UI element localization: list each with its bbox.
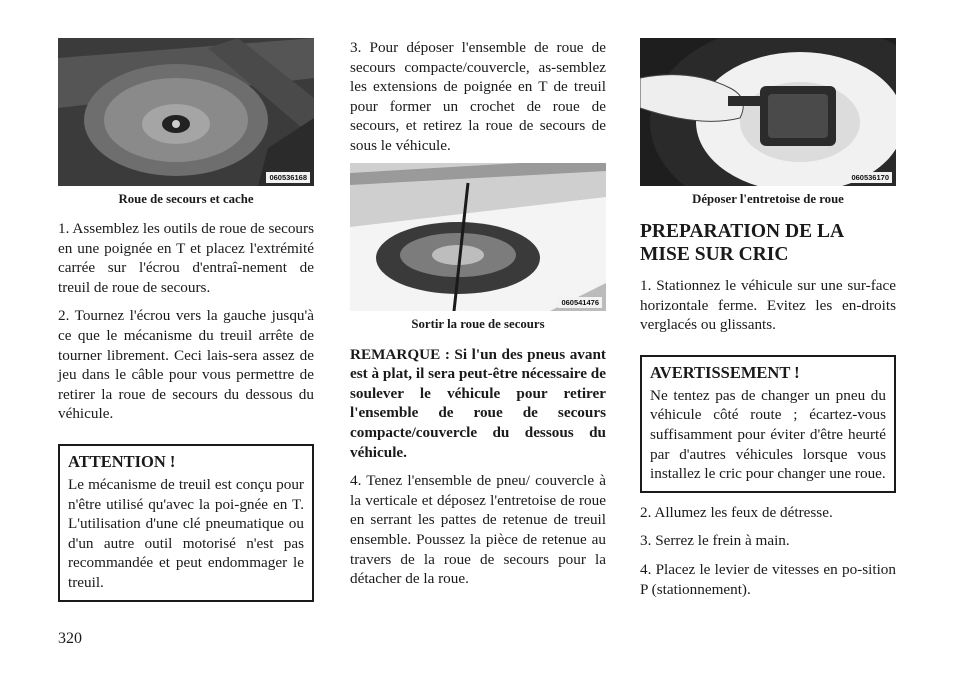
spare-tire-cover-photo: [58, 38, 314, 186]
warning-text: Ne tentez pas de changer un pneu du véhicule côté route ; écartez-vous suffisamment pour éviter d'être heurté par d'autres véhicules lorsque vous installez le cric pour changer une roue.: [650, 386, 886, 483]
warning-title: AVERTISSEMENT !: [650, 362, 800, 382]
remove-wheel-spacer-photo: [640, 38, 896, 186]
figure-code: 060536170: [848, 172, 892, 183]
section-heading: [640, 220, 896, 266]
column-left: [58, 38, 314, 602]
prep-step-3-text: 3. Serrez le frein à main.: [640, 532, 790, 550]
remove-spare-tire-illustration: [350, 163, 606, 311]
figure-code: 060536168: [266, 172, 310, 183]
step-1-text: 1. Assemblez les outils de roue de secours en une poignée en T et placez l'extrémité carrée sur l'écrou d'entraî-nement de treuil de roue de secours.: [58, 220, 314, 296]
prep-step-1-text: 1. Stationnez le véhicule sur une sur-face horizontale ferme. Evitez les en-droits verglacés ou glissants.: [640, 277, 896, 334]
figure-caption: Déposer l'entretoise de roue: [692, 192, 844, 206]
remove-spare-tire-photo: [350, 163, 606, 311]
column-middle: [350, 38, 606, 589]
figure-code: 060541476: [558, 297, 602, 308]
figure-caption: Sortir la roue de secours: [411, 316, 545, 331]
step-2-text: 2. Tournez l'écrou vers la gauche jusqu'à ce que le mécanisme du treuil arrête de tourner librement. Ceci lais-sera assez de jeu dans le câble pour vous permettre de retirer la roue de secours du dessous du véhicule.: [58, 307, 314, 423]
prep-step-2-text: 2. Allumez les feux de détresse.: [640, 503, 833, 521]
caution-title: ATTENTION !: [68, 451, 176, 471]
heading-line-2: MISE SUR CRIC: [640, 244, 789, 265]
heading-line-1: PREPARATION DE LA: [640, 221, 845, 242]
note-text: REMARQUE : Si l'un des pneus avant est à plat, il sera peut-être nécessaire de soulever le véhicule pour retirer l'ensemble de roue de secours compacte/couvercle du dessous du véhicule.: [350, 345, 606, 461]
page-number: 320: [58, 630, 82, 647]
remove-wheel-spacer-illustration: [640, 38, 896, 186]
spare-tire-cover-illustration: [58, 38, 314, 186]
figure-caption: Roue de secours et cache: [118, 192, 254, 206]
caution-text: Le mécanisme de treuil est conçu pour n'être utilisé qu'avec la poi-gnée en T. L'utilisation d'une clé pneumatique ou d'un autre outil motorisé n'est pas recommandée et peut endommager le treuil.: [68, 475, 304, 591]
prep-step-4-text: 4. Placez le levier de vitesses en po-sition P (stationnement).: [640, 560, 896, 598]
column-right: [640, 38, 896, 599]
step-3-text: 3. Pour déposer l'ensemble de roue de secours compacte/couvercle, as-semblez les extensions de poignée en T de treuil pour former un crochet de roue de secours, et retirez la roue de secours de sous le véhicule.: [350, 39, 606, 154]
warning-box: [640, 355, 896, 493]
step-4-text: 4. Tenez l'ensemble de pneu/ couvercle à la verticale et déposez l'entretoise de roue en serrant les pattes de retenue de treuil ensemble. Poussez la pièce de retenue au travers de la roue de secours pour la détacher de la roue.: [350, 472, 606, 588]
caution-box: [58, 444, 314, 602]
